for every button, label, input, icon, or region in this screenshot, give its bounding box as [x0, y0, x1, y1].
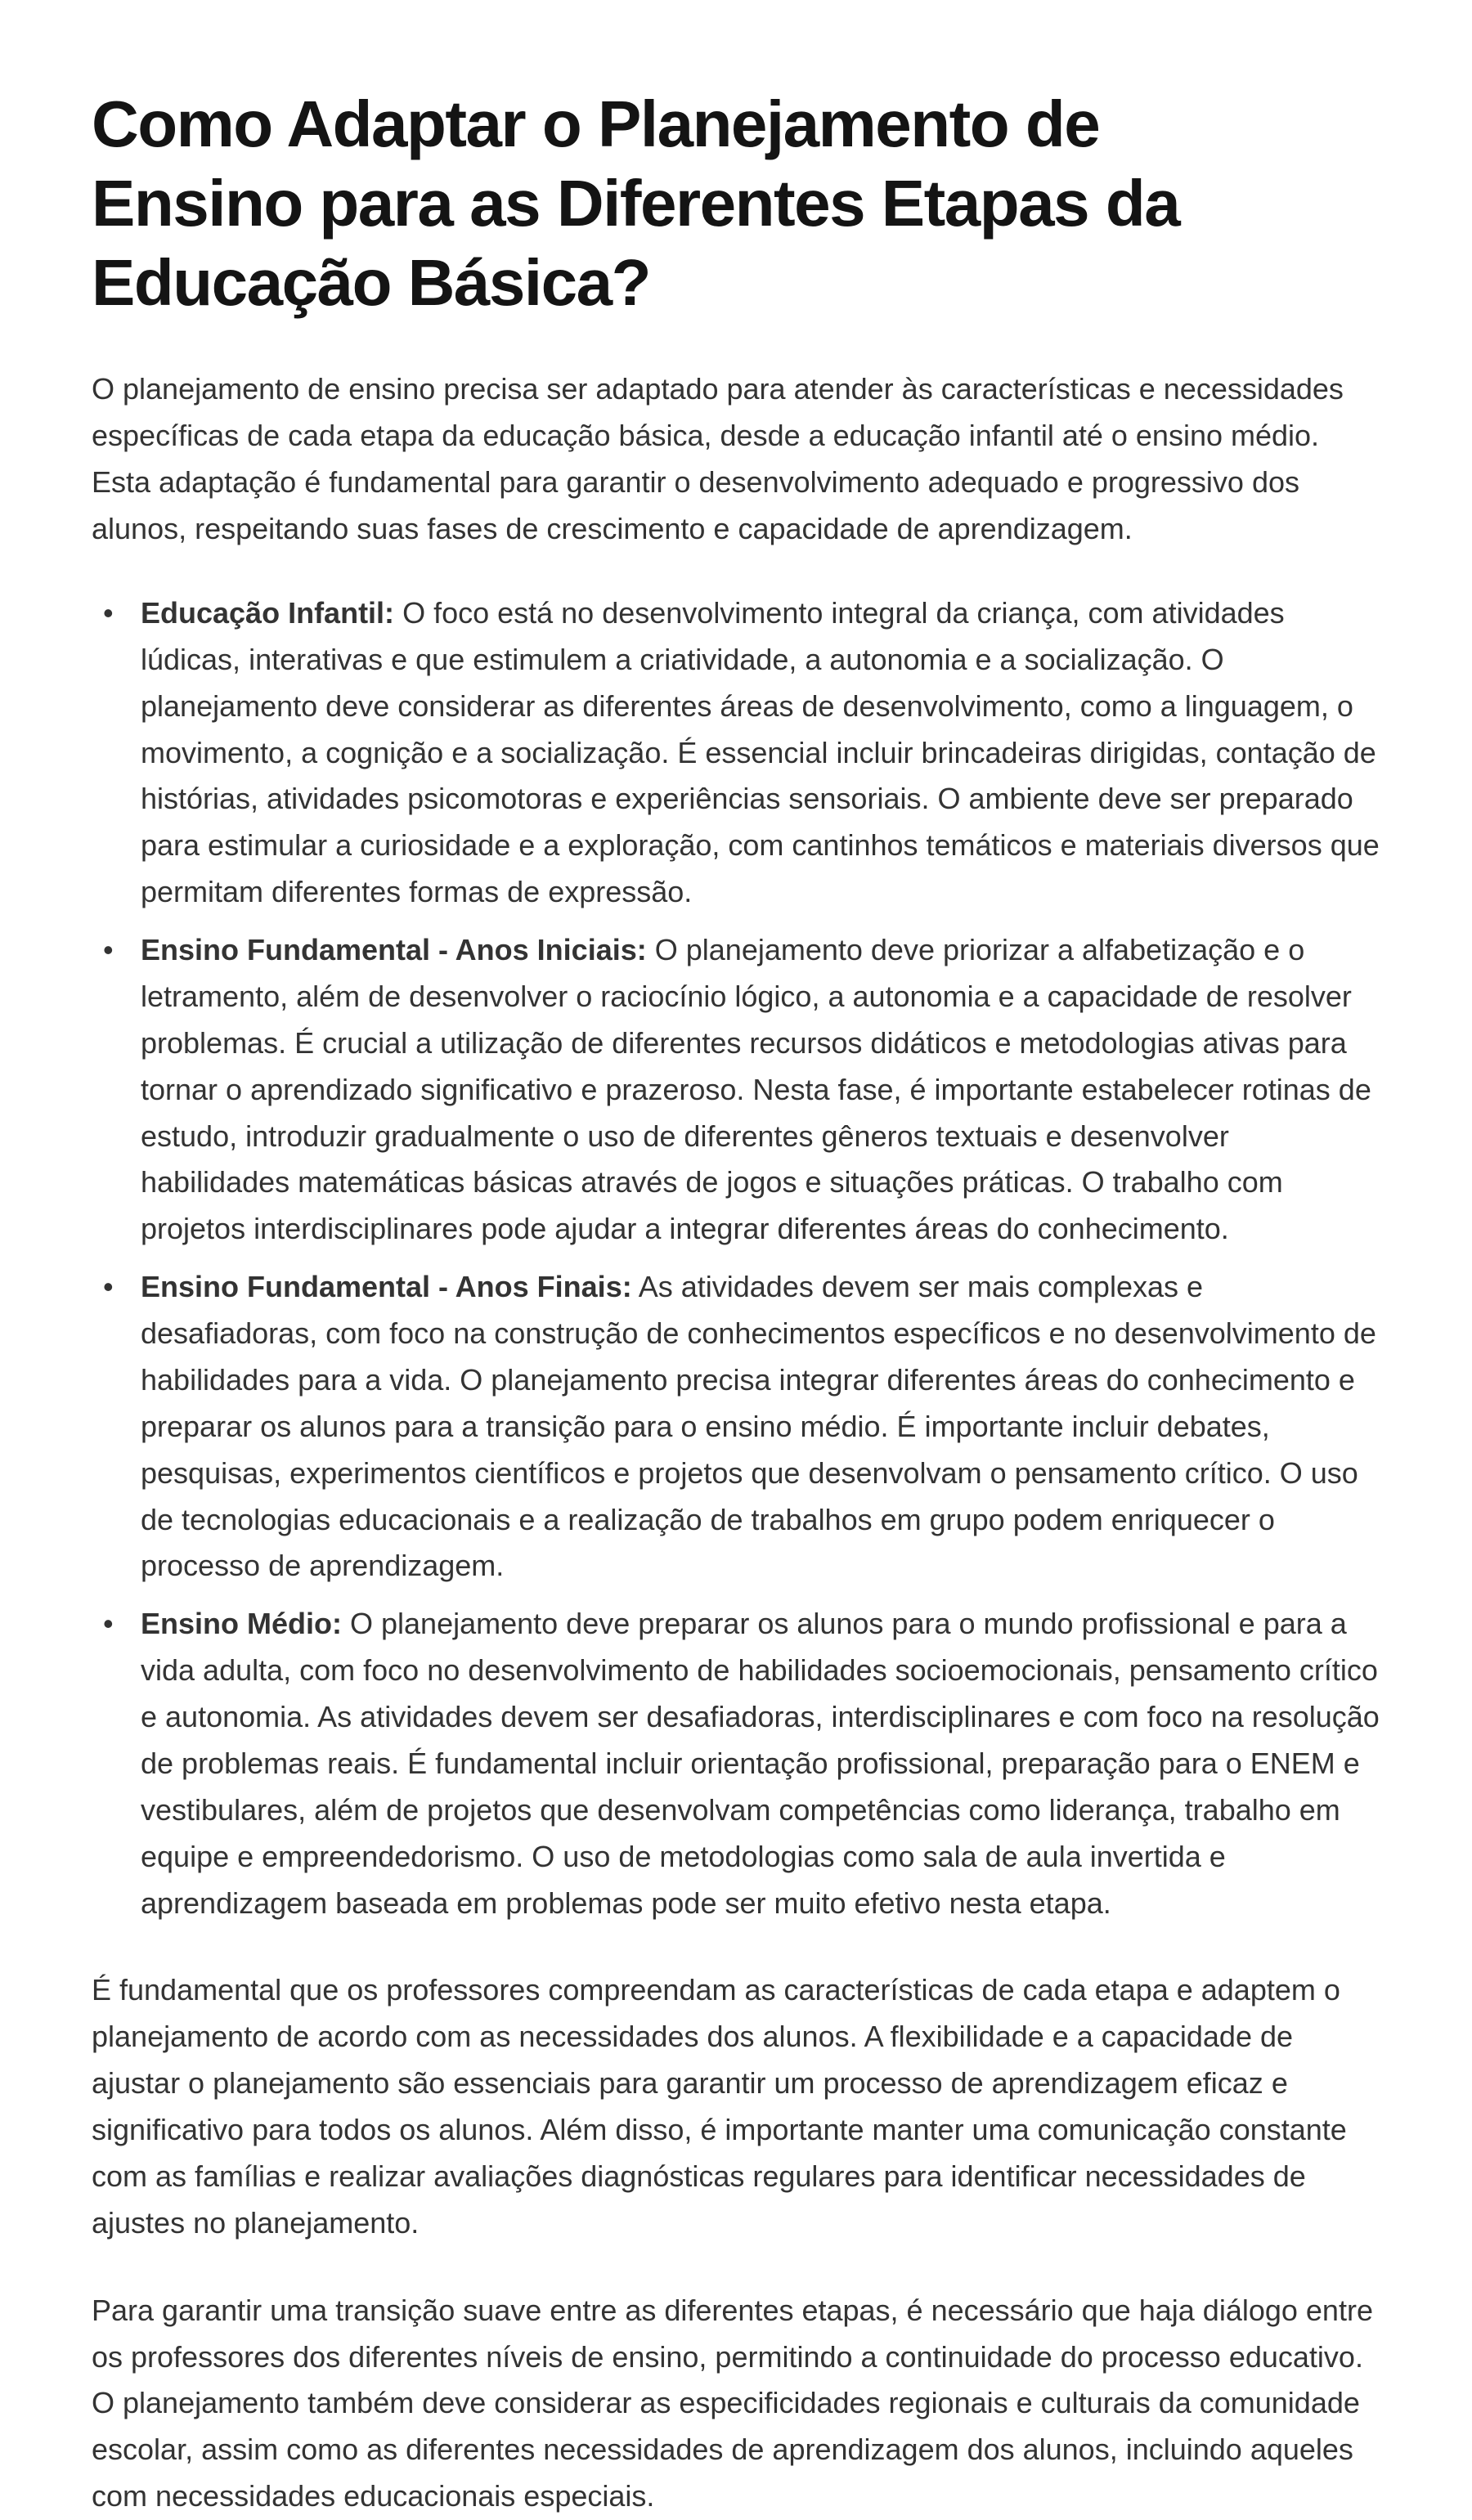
bullet-icon: • [103, 595, 114, 630]
list-item-educacao-infantil [103, 590, 1380, 916]
bullet-text: As atividades devem ser mais complexas e desafiadoras, com foco na construção de conhecimentos específicos e no desenvolvimento de habilidades para a vida. O planejamento precisa integrar diferentes áreas do conhecimento e preparar os alunos para a transição para o ensino médio. É importante incluir debates, pesquisas, experimentos científicos e projetos que desenvolvam o pensamento crítico. O uso de tecnologias educacionais e a realização de trabalhos em grupo podem enriquecer o processo de aprendizagem. [141, 1270, 1376, 1583]
page-title: Como Adaptar o Planejamento de Ensino para as Diferentes Etapas da Educação Básica? [92, 87, 1180, 319]
bullet-text: O planejamento deve preparar os alunos para o mundo profissional e para a vida adulta, com foco no desenvolvimento de habilidades socioemocionais, pensamento crítico e autonomia. As atividades devem ser desafiadoras, interdisciplinares e com foco na resolução de problemas reais. É fundamental incluir orientação profissional, preparação para o ENEM e vestibulares, além de projetos que desenvolvam competências como liderança, trabalho em equipe e empreendedorismo. O uso de metodologias como sala de aula invertida e aprendizagem baseada em problemas pode ser muito efetivo nesta etapa. [141, 1607, 1380, 1920]
bullet-text: O foco está no desenvolvimento integral da criança, com atividades lúdicas, interativas e que estimulem a criatividade, a autonomia e a socialização. O planejamento deve considerar as diferentes áreas de desenvolvimento, como a linguagem, o movimento, a cognição e a socialização. É essencial incluir brincadeiras dirigidas, contação de histórias, atividades psicomotoras e experiências sensoriais. O ambiente deve ser preparado para estimular a curiosidade e a exploração, com cantinhos temáticos e materiais diversos que permitam diferentes formas de expressão. [141, 595, 1380, 909]
bullet-label: Ensino Médio: [141, 1607, 342, 1641]
intro-paragraph: O planejamento de ensino precisa ser adaptado para atender às características e necessidades específicas de cada etapa da educação básica, desde a educação infantil até o ensino médio. Esta adaptação é fundamental para garantir o desenvolvimento adequado e progressivo dos alunos, respeitando suas fases de crescimento e capacidade de aprendizagem. [92, 372, 1344, 546]
bullet-icon: • [103, 1607, 114, 1641]
bullet-icon: • [103, 933, 114, 967]
bullet-icon: • [103, 1270, 114, 1304]
bullet-label: Educação Infantil: [141, 595, 395, 630]
closing-paragraph-1: É fundamental que os professores compreendam as características de cada etapa e adaptem o planejamento de acordo com as necessidades dos alunos. A flexibilidade e a capacidade de ajustar o planejamento são essenciais para garantir um processo de aprendizagem eficaz e significativo para todos os alunos. Além disso, é importante manter uma comunicação constante com as famílias e realizar avaliações diagnósticas regulares para identificar necessidades de ajustes no planejamento. [92, 1973, 1347, 2240]
closing-paragraph-2: Para garantir uma transição suave entre as diferentes etapas, é necessário que haja diálogo entre os professores dos diferentes níveis de ensino, permitindo a continuidade do processo educativo. O planejamento também deve considerar as especificidades regionais e culturais da comunidade escolar, assim como as diferentes necessidades de aprendizagem dos alunos, incluindo aqueles com necessidades educacionais especiais. [92, 2293, 1373, 2513]
bullet-text: O planejamento deve priorizar a alfabetização e o letramento, além de desenvolver o raciocínio lógico, a autonomia e a capacidade de resolver problemas. É crucial a utilização de diferentes recursos didáticos e metodologias ativas para tornar o aprendizado significativo e prazeroso. Nesta fase, é importante estabelecer rotinas de estudo, introduzir gradualmente o uso de diferentes gêneros textuais e desenvolver habilidades matemáticas básicas através de jogos e situações práticas. O trabalho com projetos interdisciplinares pode ajudar a integrar diferentes áreas do conhecimento. [141, 933, 1371, 1246]
bullet-label: Ensino Fundamental - Anos Finais: [141, 1270, 632, 1304]
list-item-ensino-medio [103, 1601, 1380, 1926]
stage-list [92, 590, 1380, 1927]
bullet-label: Ensino Fundamental - Anos Iniciais: [141, 933, 647, 967]
list-item-fundamental-anos-finais [103, 1264, 1380, 1590]
list-item-fundamental-anos-iniciais [103, 927, 1380, 1253]
